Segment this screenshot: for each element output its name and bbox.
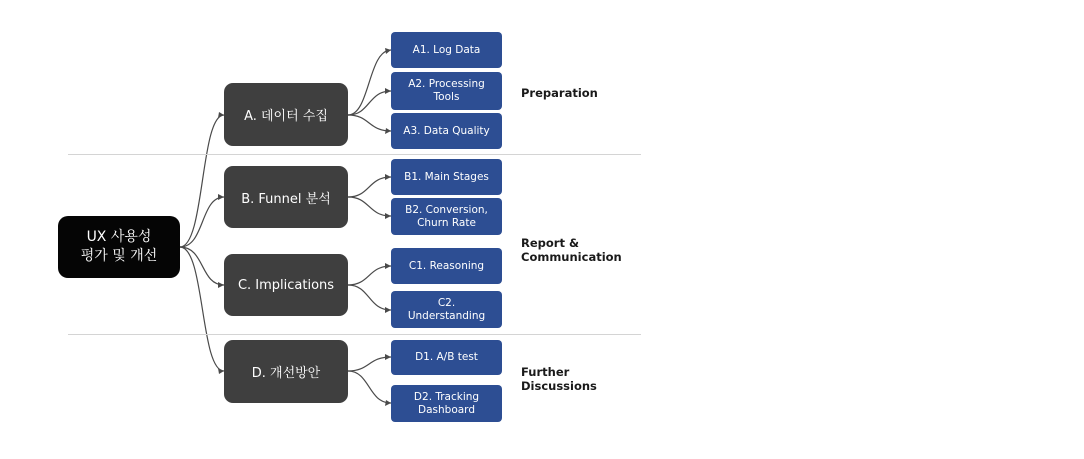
- sub-b2-label: B2. Conversion, Churn Rate: [405, 203, 488, 229]
- sub-d2: [391, 385, 502, 422]
- connector-a-a3: [348, 115, 391, 131]
- sub-c1-label: C1. Reasoning: [408, 259, 485, 272]
- category-b-label: B. Funnel 분석: [241, 191, 331, 207]
- phase-preparation: Preparation: [521, 86, 598, 100]
- category-a: [224, 83, 348, 146]
- root-line2: 평가 및 개선: [80, 248, 158, 264]
- category-d-label: D. 개선방안: [251, 366, 321, 381]
- sub-a3-label: A3. Data Quality: [403, 124, 490, 137]
- sub-b1: [391, 159, 502, 195]
- category-b: [224, 166, 348, 228]
- category-c: [224, 254, 348, 316]
- connector-c-c2: [348, 285, 391, 310]
- sub-c1: [391, 248, 502, 284]
- root-line1: UX 사용성: [86, 229, 152, 245]
- connector-root-a: [180, 115, 224, 247]
- sub-b1-label: B1. Main Stages: [404, 170, 489, 183]
- sub-a1: [391, 32, 502, 68]
- connector-root-c: [180, 247, 224, 285]
- connector-a-a1: [348, 50, 391, 115]
- sub-c2: [391, 291, 502, 328]
- sub-a1-label: A1. Log Data: [412, 43, 481, 56]
- sub-b2: [391, 198, 502, 235]
- connector-b-b1: [348, 177, 391, 197]
- sub-a3: [391, 113, 502, 149]
- connector-c-c1: [348, 266, 391, 285]
- connector-root-b: [180, 197, 224, 247]
- root-node: [58, 216, 180, 278]
- category-d: [224, 340, 348, 403]
- phase-report-communication: Report & Communication: [521, 236, 622, 264]
- sub-d1-label: D1. A/B test: [415, 351, 478, 363]
- sub-d2-label: D2. Tracking Dashboard: [413, 390, 480, 416]
- sub-a2: [391, 72, 502, 110]
- category-a-label: A. 데이터 수집: [244, 109, 328, 124]
- sub-a2-label: A2. Processing Tools: [408, 78, 485, 103]
- sub-d1: [391, 340, 502, 375]
- phase-further-discussions: Further Discussions: [521, 365, 597, 393]
- connector-d-d2: [348, 371, 391, 403]
- category-c-label: C. Implications: [237, 277, 335, 293]
- connector-b-b2: [348, 197, 391, 216]
- connector-d-d1: [348, 357, 391, 371]
- section-divider: [68, 334, 641, 335]
- connector-a-a2: [348, 91, 391, 115]
- section-divider: [68, 154, 641, 155]
- sub-c2-label: C2. Understanding: [407, 296, 486, 322]
